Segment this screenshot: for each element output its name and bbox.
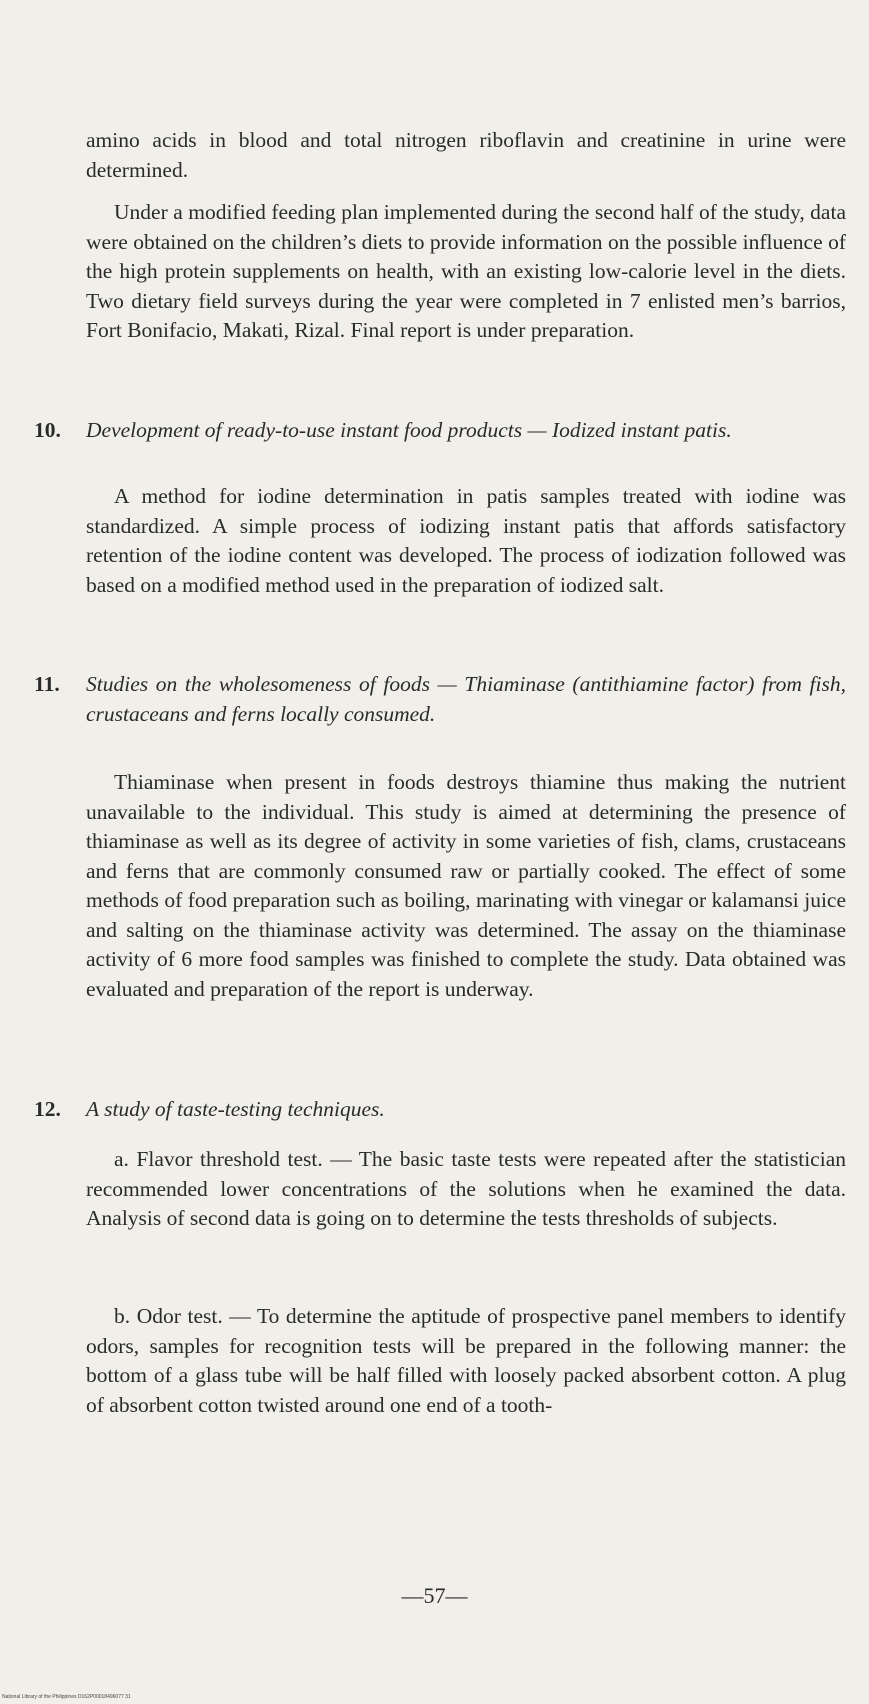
item-10-heading <box>34 416 846 446</box>
item-11-heading <box>34 670 846 729</box>
item-11-number: 11. <box>34 672 60 696</box>
page-number: —57— <box>401 1583 468 1608</box>
item-12-title: A study of taste-testing techniques. <box>86 1097 385 1121</box>
paragraph-continuation: amino acids in blood and total nitrogen riboflavin and creatinine in urine were determined. <box>86 128 846 182</box>
archive-footer: National Library of the Philippines D162P00018496077 31 <box>2 1694 131 1700</box>
item-10-title: Development of ready-to-use instant food products — Iodized instant patis. <box>86 418 732 442</box>
paragraph-iodine-method: A method for iodine determination in patis samples treated with iodine was standardized. A simple process of iodizing instant patis that affords satisfactory retention of the iodine content was developed. The process of iodization followed was based on a modified method used in the preparation of iodized salt. <box>86 484 846 597</box>
paragraph-flavor-threshold: a. Flavor threshold test. — The basic taste tests were repeated after the statistician recommended lower concentrations of the solutions when he examined the data. Analysis of second data is going on to determine the tests thresholds of subjects. <box>86 1147 846 1230</box>
item-12-number: 12. <box>34 1097 61 1121</box>
paragraph-thiaminase: Thiaminase when present in foods destroys thiamine thus making the nutrient unavailable to the individual. This study is aimed at determining the presence of thiaminase as well as its degree of activity in some varieties of fish, clams, crustaceans and ferns that are commonly consumed raw or partially cooked. The effect of some methods of food preparation such as boiling, marinating with vinegar or kalamansi juice and salting on the thiaminase activity was determined. The assay on the thiaminase activity of 6 more food samples was finished to complete the study. Data obtained was evaluated and preparation of the report is underway. <box>86 770 846 1001</box>
item-10-number: 10. <box>34 418 61 442</box>
paragraph-feeding-plan: Under a modified feeding plan implemented during the second half of the study, data were obtained on the children’s diets to provide information on the possible influence of the high protein supplements on health, with an existing low-calorie level in the diets. Two dietary field surveys during the year were completed in 7 enlisted men’s barrios, Fort Bonifacio, Makati, Rizal. Final report is under preparation. <box>86 200 846 342</box>
item-11-title: Studies on the wholesomeness of foods — Thiaminase (antithiamine factor) from fish, crustaceans and ferns locally consumed. <box>86 672 846 726</box>
item-12-heading <box>34 1095 846 1125</box>
paragraph-odor-test: b. Odor test. — To determine the aptitude of prospective panel members to identify odors, samples for recognition tests will be prepared in the following manner: the bottom of a glass tube will be half filled with loosely packed absorbent cotton. A plug of absorbent cotton twisted around one end of a tooth- <box>86 1304 846 1417</box>
